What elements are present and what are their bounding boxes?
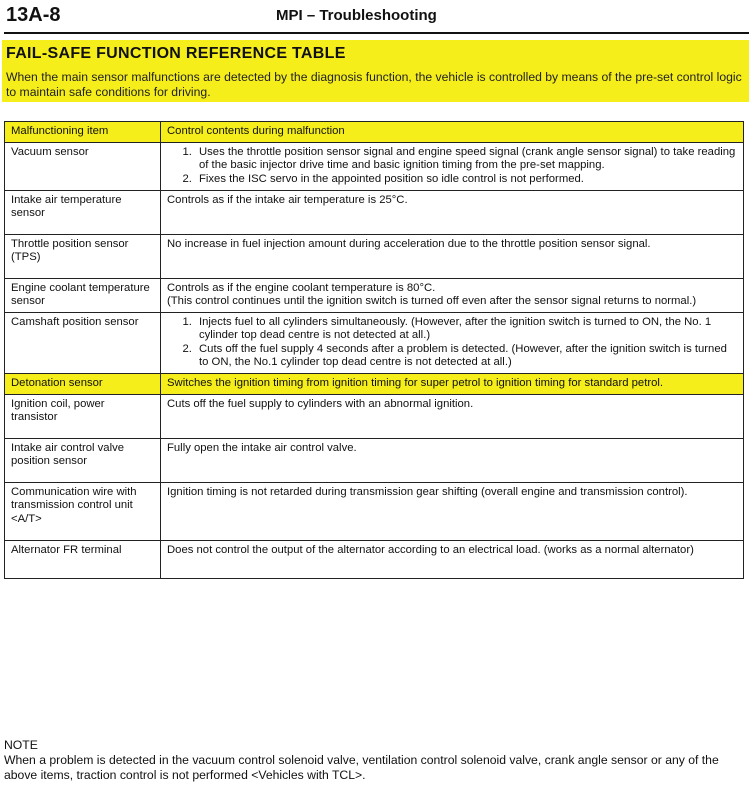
table-row — [5, 483, 744, 541]
row-control: Does not control the output of the alternator according to an electrical load. (works as a normal alternator) — [161, 541, 744, 579]
table-row — [5, 143, 744, 191]
row-item: Intake air control valve position sensor — [5, 439, 161, 483]
section-banner — [2, 40, 749, 102]
table-row — [5, 313, 744, 374]
page-number: 13A-8 — [6, 4, 61, 26]
list-item: 2. Cuts off the fuel supply 4 seconds after a problem is detected. (However, after the ignition switch is turned to ON, the No.1 cylinder top dead centre is not detected at all.) — [195, 343, 737, 369]
row-item: Ignition coil, power transistor — [5, 395, 161, 439]
list-item: 1. Uses the throttle position sensor signal and engine speed signal (crank angle sensor signal) to take reading of the basic injector drive time and basic ignition timing from the pre-set mapping. — [195, 146, 737, 172]
fail-safe-table — [4, 121, 744, 579]
row-control — [161, 278, 744, 312]
note-title: NOTE — [4, 738, 38, 752]
row-control — [161, 143, 744, 191]
column-header-control: Control contents during malfunction — [161, 122, 744, 143]
list-item: 2. Fixes the ISC servo in the appointed position so idle control is not performed. — [195, 173, 737, 186]
table-row — [5, 190, 744, 234]
row-item: Alternator FR terminal — [5, 541, 161, 579]
section-description: When the main sensor malfunctions are detected by the diagnosis function, the vehicle is controlled by means of the pre-set control logic to maintain safe conditions for driving. — [6, 70, 742, 99]
row-item: Throttle position sensor (TPS) — [5, 234, 161, 278]
control-list — [167, 316, 737, 369]
table-row — [5, 439, 744, 483]
row-control: Ignition timing is not retarded during transmission gear shifting (overall engine and transmission control). — [161, 483, 744, 541]
row-item: Camshaft position sensor — [5, 313, 161, 374]
row-item: Intake air temperature sensor — [5, 190, 161, 234]
row-control: No increase in fuel injection amount during acceleration due to the throttle position sensor signal. — [161, 234, 744, 278]
table-header-row — [5, 122, 744, 143]
row-control: Fully open the intake air control valve. — [161, 439, 744, 483]
control-list — [167, 146, 737, 186]
row-control: Cuts off the fuel supply to cylinders with an abnormal ignition. — [161, 395, 744, 439]
note-section — [4, 738, 744, 783]
page-header — [4, 2, 749, 34]
control-text-detail: (This control continues until the ignition switch is turned off even after the sensor signal returns to normal.) — [167, 295, 697, 308]
row-control: Controls as if the intake air temperature is 25°C. — [161, 190, 744, 234]
row-control: Switches the ignition timing from ignition timing for super petrol to ignition timing for standard petrol. — [161, 374, 744, 395]
page-title: MPI – Troubleshooting — [276, 7, 437, 24]
row-item: Engine coolant temperature sensor — [5, 278, 161, 312]
row-control — [161, 313, 744, 374]
row-item: Vacuum sensor — [5, 143, 161, 191]
table-row — [5, 395, 744, 439]
table-row — [5, 278, 744, 312]
note-text: When a problem is detected in the vacuum control solenoid valve, ventilation control solenoid valve, crank angle sensor or any of the above items, traction control is not performed <Vehicles with TCL>. — [4, 753, 719, 782]
table-row-highlighted — [5, 374, 744, 395]
row-item: Detonation sensor — [5, 374, 161, 395]
column-header-item: Malfunctioning item — [5, 122, 161, 143]
row-item: Communication wire with transmission control unit <A/T> — [5, 483, 161, 541]
list-item: 1. Injects fuel to all cylinders simultaneously. (However, after the ignition switch is turned to ON, the No. 1 cylinder top dead centre is not detected at all.) — [195, 316, 737, 342]
control-text: Controls as if the engine coolant temperature is 80°C. — [167, 281, 436, 294]
table-row — [5, 234, 744, 278]
table-row — [5, 541, 744, 579]
section-title: FAIL-SAFE FUNCTION REFERENCE TABLE — [6, 45, 346, 62]
